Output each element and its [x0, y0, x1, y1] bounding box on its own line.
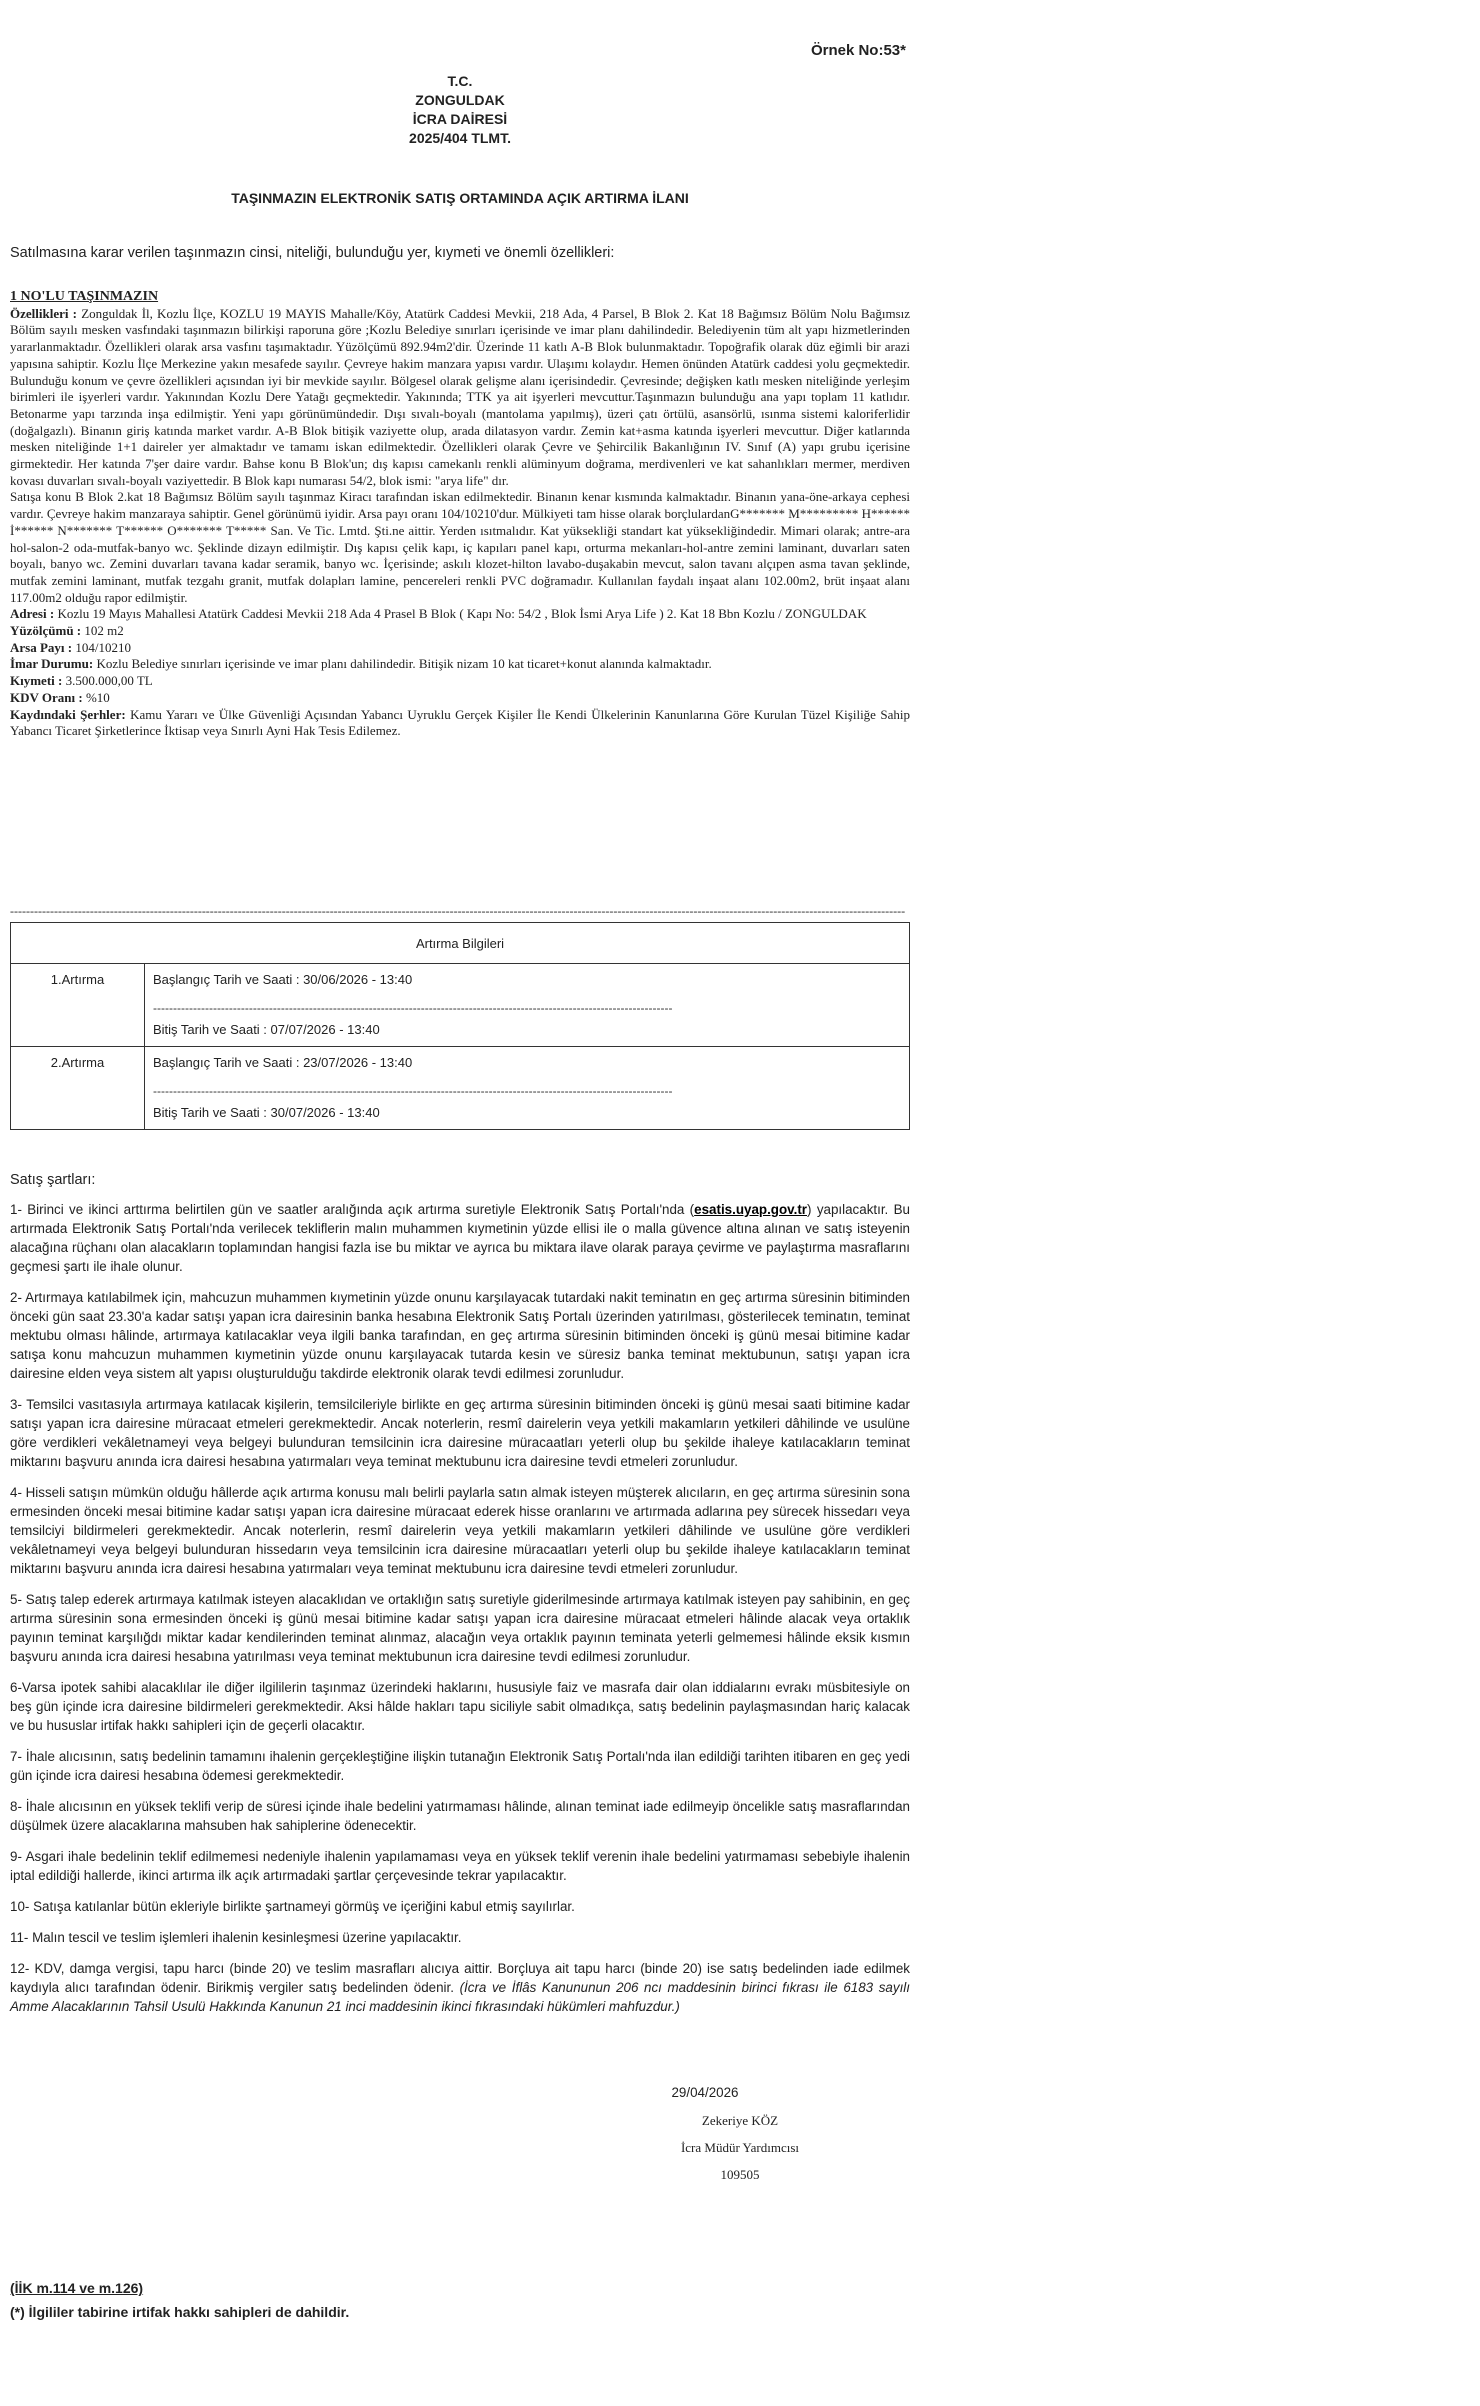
section-separator: --------------------------------------------------------------------------------------------------------------------------------------------------------------------------------------------------------------------------------	[10, 904, 906, 918]
signatory-name: Zekeriye KÖZ	[701, 2113, 779, 2128]
property-value	[10, 673, 910, 690]
auction-divider: ----------------------------------------------------------------------------------------------------------------------------------	[153, 1001, 673, 1015]
terms-title: Satış şartları:	[10, 1172, 96, 1188]
address-label: Adresi :	[10, 606, 55, 622]
term-3: 3- Temsilci vasıtasıyla artırmaya katılacak kişilerin, temsilcileriyle birlikte en geç artırma süresinin bitiminden önceki iş günü mesai saati bitimine kadar satışı yapan icra dairesine müracaat etmeleri gerekmektedir. Ancak noterlerin, resmî dairelerin veya yetkili makamların yetkileri dâhilinde ve usulüne göre verdikleri vekâletnameyi veya belgeyi bulunduran temsilcinin icra dairesine müracaatları yeterli olup bu şekilde ihaleye katılacakların teminat miktarını başvuru anında icra dairesi hesabına yatırmaları veya teminat mektubunu icra dairesine tevdi etmeleri zorunludur.	[10, 1397, 910, 1469]
intro-text: Satılmasına karar verilen taşınmazın cinsi, niteliği, bulunduğu yer, kıymeti ve önemli özellikleri:	[10, 245, 615, 261]
area-value: 102 m2	[84, 623, 124, 639]
property-restrictions	[10, 707, 910, 740]
sale-terms	[10, 1200, 910, 2028]
features-text: Zonguldak İl, Kozlu İlçe, KOZLU 19 MAYIS Mahalle/Köy, Atatürk Caddesi Mevkii, 218 Ada, 4 Parsel, B Blok 2. Kat 18 Bağımsız Bölüm Nolu Bağımsız Bölüm sayılı mesken vasfındaki taşınmazın bilirkişi raporuna göre ;Kozlu Belediye sınırları içerisinde ve imar planı dahilindedir. Belediyenin tüm alt yapı hizmetlerinden yararlanmaktadır. Özellikleri olarak arsa vasfını taşımaktadır. Yüzölçümü 892.94m2'dir. Üzerinde 11 katlı A-B Blok bulunmaktadır. Topoğrafik olarak düz eğimli bir arazi yapısına sahiptir. Kozlu İlçe Merkezine yakın mesafede sayılır. Çevreye hakim manzara yapısı vardır. Ulaşımı kolaydır. Hemen önünden Atatürk caddesi yolu geçmektedir. Bulunduğu konum ve çevre özellikleri açısından iyi bir mevkide sayılır. Bölgesel olarak gelişme alanı içerisindedir. Çevresinde; değişken katlı mesken niteliğinde yerleşim birimleri ile işyerleri vardır. Yakınından Kozlu Dere Yatağı geçmektedir. Yakınında; TTK ya ait işyerleri mevcuttur.Taşınmazın bulunduğu ana yapı toplam 11 katlıdır. Betonarme yapı tarzında inşa edilmiştir. Yeni yapı görünümündedir. Dışı sıvalı-boyalı (mantolama yapılmış), üzeri çatı örtülü, asansörlü, ısınma sistemi kaloriferlidir (doğalgazlı). Binanın giriş katında market vardır. A-B Blok bitişik vaziyette olup, arada dilatasyon vardır. Zemin kat+asma katında işyerleri mevcuttur. Diğer katlarında mesken niteliğinde 1+1 daireler yer almaktadır ve tamamı iskan edilmektedir. Özellikleri olarak Çevre ve Şehircilik Bakanlığının IV. Sınıf (A) yapı grubu içerisine girmektedir. Her katında 7'şer daire vardır. Bahse konu B Blok'un; dış kapısı camekanlı renkli alüminyum doğrama, merdivenleri ve kat sahanlıkları mermer, merdiven kovası duvarları sıvalı-boyalı vaziyettedir. B Blok kapı numarası 54/2, blok ismi: "arya life" dır.	[10, 305, 911, 488]
term-6: 6-Varsa ipotek sahibi alacaklılar ile diğer ilgililerin taşınmaz üzerindeki haklarını, hususiyle faiz ve masrafa dair olan iddialarını evrakı müsbitesiyle on beş gün içinde icra dairesine bildirmeleri gerekmektedir. Aksi hâlde hakları tapu siciliyle sabit olmadıkça, satış bedelinin paylaşmasından hariç kalacak ve bu hususlar irtifak hakkı sahipleri için de geçerli olacaktır.	[10, 1680, 910, 1733]
document-header	[0, 72, 920, 148]
term-11: 11- Malın tescil ve teslim işlemleri ihalenin kesinleşmesi üzerine yapılacaktır.	[10, 1930, 462, 1945]
auction-row-dates	[145, 964, 910, 1047]
vat-value: %10	[85, 689, 110, 705]
term-12	[10, 1959, 910, 2016]
value-label: Kıymeti :	[10, 673, 63, 689]
auction-row-label: 1.Artırma	[11, 964, 145, 1047]
document-title: TAŞINMAZIN ELEKTRONİK SATIŞ ORTAMINDA AÇIK ARTIRMA İLANI	[231, 190, 689, 206]
term-9: 9- Asgari ihale bedelinin teklif edilmemesi nedeniyle ihalenin yapılamaması veya en yüksek teklif verenin ihale bedelini yatırmaması sebebiyle ihalenin iptal edildiği hallerde, ikinci artırma ilk açık artırmadaki şartlar çerçevesinde tekrar yapılacaktır.	[10, 1849, 910, 1883]
term-4: 4- Hisseli satışın mümkün olduğu hâllerde açık artırma konusu malı belirli paylarla satın almak isteyen müşterek alıcıların, en geç artırma süresinin sona ermesinden önceki mesai bitimine kadar satışı yapan icra dairesine müracaat ederek hisse oranlarını ve artırmada adlarına pey sürecek hissedarı veya temsilciyi bildirmeleri gerekmektedir. Ancak noterlerin, resmî dairelerin veya yetkili makamların yetkileri dâhilinde ve usulüne göre verdikleri vekâletnameyi veya belgeyi bulunduran hissedarın veya temsilcinin icra dairesine müracaatları yeterli olup bu şekilde ihaleye katılacakların teminat miktarını başvuru anında icra dairesi hesabına yatırmaları veya teminat mektubunu icra dairesine tevdi etmeleri zorunludur.	[10, 1485, 910, 1576]
share-value: 104/10210	[75, 639, 131, 655]
term-12-text: 12- KDV, damga vergisi, tapu harcı (binde 20) ve teslim masrafları alıcıya aittir. Borçluya ait tapu harcı (binde 20) ise satış bedelinden iade edilmek kaydıyla alıcı tarafından ödenir. Birikmiş vergiler satış bedelinden ödenir.	[10, 1961, 910, 1995]
signatory-number: 109505	[720, 2167, 760, 2182]
term-8: 8- İhale alıcısının en yüksek teklifi verip de süresi içinde ihale bedelini yatırmaması hâlinde, alınan teminat iade edilmeyip öncelikle satış masraflarından düşülmek üzere alacaklarına mahsuben hak sahiplerine ödenecektir.	[10, 1799, 910, 1833]
law-reference: (İİK m.114 ve m.126)	[10, 2280, 144, 2296]
auction-row-dates	[145, 1047, 910, 1130]
property-address	[10, 606, 910, 623]
term-7: 7- İhale alıcısının, satış bedelinin tamamını ihalenin gerçekleştiğine ilişkin tutanağın Elektronik Satış Portalı'nda ilan edildiği tarihten itibaren en geç yedi gün içinde icra dairesi hesabına ödemesi gerekmektedir.	[10, 1749, 910, 1783]
auction-end: Bitiş Tarih ve Saati : 07/07/2026 - 13:40	[153, 1022, 380, 1037]
term-1	[10, 1200, 910, 1276]
restrictions-value: Kamu Yararı ve Ülke Güvenliği Açısından Yabancı Uyruklu Gerçek Kişiler İle Kendi Ülkelerinin Kanunlarına Göre Kurulan Tüzel Kişiliğe Sahip Yabancı Ticaret Şirketlerince İktisap veya Sınırlı Ayni Hak Tesis Edilemez.	[10, 706, 910, 739]
term-1-text-cont: ) yapılacaktır. Bu artırmada Elektronik Satış Portalı'nda verilecek tekliflerin malın muhammen kıymetinin yüzde ellisi ile o malla güvence altına alınan ve satış isteyenin alacağına rüçhanı olan alacakların toplamından hangisi fazla ise bu miktar ve ayrıca bu miktara ilave olarak paraya çevirme ve paylaştırma masraflarını geçmesi şartı ile ihale olunur.	[10, 1202, 910, 1274]
auction-row-1	[11, 964, 910, 1047]
share-label: Arsa Payı :	[10, 639, 73, 655]
header-line-office: İCRA DAİRESİ	[412, 111, 508, 127]
auction-row-2	[11, 1047, 910, 1130]
header-line-case-no: 2025/404 TLMT.	[409, 130, 511, 146]
term-10: 10- Satışa katılanlar bütün ekleriyle birlikte şartnameyi görmüş ve içeriğini kabul etmiş sayılırlar.	[10, 1899, 575, 1914]
vat-label: KDV Oranı :	[10, 689, 83, 705]
zoning-value: Kozlu Belediye sınırları içerisinde ve imar planı dahilindedir. Bitişik nizam 10 kat ticaret+konut alanında kalmaktadır.	[96, 656, 712, 672]
header-line-city: ZONGULDAK	[415, 92, 505, 108]
value-amount: 3.500.000,00 TL	[65, 673, 153, 689]
esatis-link[interactable]: esatis.uyap.gov.tr	[694, 1202, 808, 1217]
address-value: Kozlu 19 Mayıs Mahallesi Atatürk Caddesi Mevkii 218 Ada 4 Prasel B Blok ( Kapı No: 54/2 , Blok İsmi Arya Life ) 2. Kat 18 Bbn Kozlu / ZONGULDAK	[57, 606, 867, 622]
property-features	[10, 306, 910, 490]
term-5: 5- Satış talep ederek artırmaya katılmak isteyen alacaklıdan ve ortaklığın satış suretiyle giderilmesinde artırmaya katılmak isteyen pay sahibinin, en geç artırma süresinin sona ermesinden önceki iş günü mesai bitimine kadar satışı yapan icra dairesine müracaat etmeleri hâlinde alacak veya ortaklık payının teminat karşılığdı miktar kadar kendilerinden teminat alınmaz, alacağın veya ortaklık payının teminata yeterli gelmemesi hâlinde eksik kısmın başvuru anında icra dairesi hesabına yatırılması veya teminat mektubunun icra dairesine tevdi edilmesi zorunludur.	[10, 1592, 910, 1664]
property-area	[10, 623, 910, 640]
form-number: Örnek No:53*	[810, 42, 906, 59]
area-label: Yüzölçümü :	[10, 623, 82, 639]
property-vat	[10, 690, 910, 707]
term-1-text: 1- Birinci ve ikinci arttırma belirtilen gün ve saatler aralığında açık artırma suretiyle Elektronik Satış Portalı'nda (	[10, 1202, 695, 1217]
property-section-title: 1 NO'LU TAŞINMAZIN	[10, 289, 159, 304]
property-zoning	[10, 656, 910, 673]
restrictions-label: Kaydındaki Şerhler:	[10, 706, 126, 722]
property-share	[10, 640, 910, 657]
auction-row-label: 2.Artırma	[11, 1047, 145, 1130]
term-2: 2- Artırmaya katılabilmek için, mahcuzun muhammen kıymetinin yüzde onunu karşılayacak tutardaki nakit teminatın en geç artırma süresinin bitiminden önceki gün saat 23.30'a kadar satışı yapan icra dairesinin banka hesabına Elektronik Satış Portalı üzerinden yatırılması, gösterilecek teminatın, teminat mektubu olması hâlinde, artırmaya katılacaklar veya ilgili banka tarafından, en geç artırma süresinin bitiminden önceki iş günü mesai bitimine kadar satışa konu mahcuzun muhammen kıymetinin yüzde onunu karşılayacak tutarda kesin ve süresiz banka teminat mektubunun, satışı yapan icra dairesine elden veya sistem alt yapısı oluşturulduğu takdirde elektronik olarak tevdi edilmesi zorunludur.	[10, 1290, 910, 1381]
auction-table-header: Artırma Bilgileri	[11, 923, 910, 964]
signatory-title: İcra Müdür Yardımcısı	[680, 2140, 800, 2155]
footer-note: (*) İlgililer tabirine irtifak hakkı sahipleri de dahildir.	[10, 2304, 350, 2320]
auction-end: Bitiş Tarih ve Saati : 30/07/2026 - 13:40	[153, 1105, 380, 1120]
zoning-label: İmar Durumu:	[10, 656, 94, 672]
auction-divider: ----------------------------------------------------------------------------------------------------------------------------------	[153, 1084, 673, 1098]
auction-info-table	[10, 922, 910, 1130]
features-label: Özellikleri :	[10, 305, 77, 321]
property-details	[10, 289, 910, 740]
auction-start: Başlangıç Tarih ve Saati : 30/06/2026 - 13:40	[153, 972, 413, 987]
signature-date: 29/04/2026	[671, 2085, 739, 2100]
term-12-note: (İcra ve İflâs Kanununun 206 ncı maddesinin birinci fıkrası ile 6183 sayılı Amme Alacaklarının Tahsil Usulü Hakkında Kanunun 21 inci maddesinin ikinci fıkrasındaki hükümleri mahfuzdur.)	[10, 1980, 910, 2014]
header-line-tc: T.C.	[447, 73, 473, 89]
property-features-cont: Satışa konu B Blok 2.kat 18 Bağımsız Bölüm sayılı taşınmaz Kiracı tarafından iskan edilmektedir. Binanın kenar kısmında kalmaktadır. Binanın yana-öne-arkaya cephesi vardır. Çevreye hakim manzaraya sahiptir. Genel görünümü iyidir. Arsa payı oranı 104/10210'dur. Mülkiyeti tam hisse olarak borçlulardanG******* M********* H****** İ****** N******* T****** O******* T***** San. Ve Tic. Lmtd. Şti.ne aittir. Yerden ısıtmalıdır. Kat yüksekliği standart kat yüksekliğindedir. Mimari olarak; antre-ara hol-salon-2 oda-mutfak-banyo wc. Şeklinde dizayn edilmiştir. Dış kapısı çelik kapı, iç kapıları panel kapı, orturma mekanları-hol-antre zemini laminant, duvarları saten boyalı, banyo wc. Zemini duvarları tavana kadar seramik, banyo wc. İçerisinde; askılı klozet-hilton lavabo-duşakabin mevcut, salon tavanı alçıpen asma tavan şeklinde, mutfak zemini laminant, mutfak tezgahı granit, mutfak dolapları lamine, pencereleri renkli PVC doğramadır. Kullanılan faydalı inşaat alanı 102.00m2, brüt inşaat alanı 117.00m2 olduğu rapor edilmiştir.	[10, 489, 910, 605]
footer-law-ref	[10, 2280, 143, 2296]
auction-start: Başlangıç Tarih ve Saati : 23/07/2026 - 13:40	[153, 1055, 413, 1070]
